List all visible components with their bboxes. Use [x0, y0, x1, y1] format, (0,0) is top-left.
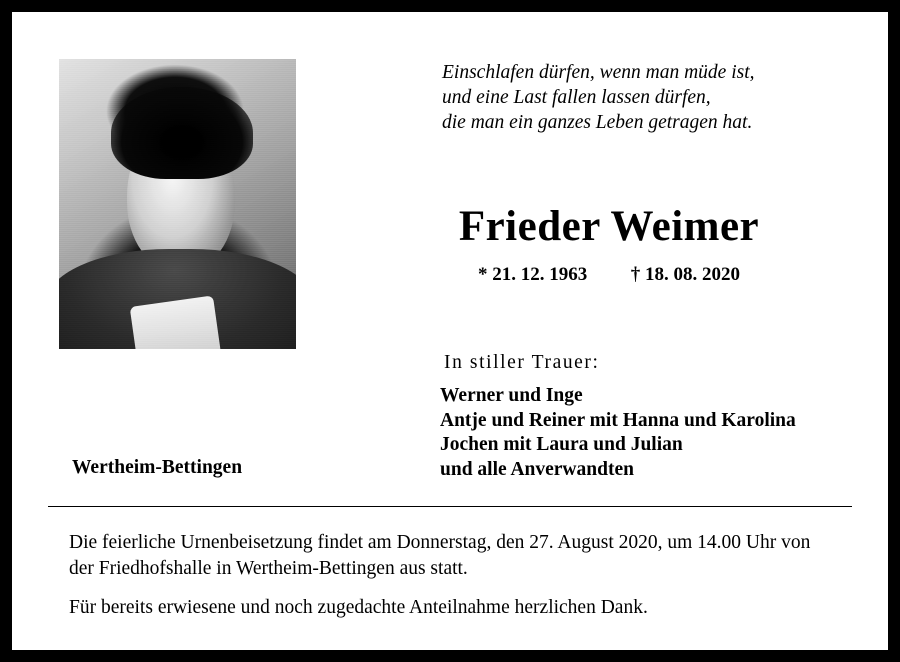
mourner-line-2: Antje und Reiner mit Hanna und Karolina [440, 409, 796, 431]
section-divider [48, 506, 852, 507]
thanks-note: Für bereits erwiesene und noch zugedachte Anteilnahme herzlichen Dank. [69, 597, 648, 618]
place-name: Wertheim-Bettingen [72, 457, 243, 478]
funeral-details: Die feierliche Urnenbeisetzung findet am Donnerstag, den 27. August 2020, um 14.00 Uhr von der Friedhofshalle in Wertheim-Bettingen aus statt. [69, 532, 811, 579]
memorial-verse-line-1: Einschlafen dürfen, wenn man müde ist, [442, 62, 755, 83]
mourning-heading: In stiller Trauer: [444, 352, 600, 373]
mourner-line-4: und alle Anverwandten [440, 458, 634, 480]
deceased-name: Frieder Weimer [458, 203, 760, 250]
obituary-card [12, 12, 888, 650]
mourner-line-1: Werner und Inge [440, 385, 583, 406]
birth-date: * 21. 12. 1963 [478, 264, 588, 285]
mourners-list [440, 384, 796, 482]
portrait-grain-overlay [59, 59, 296, 349]
life-dates [404, 264, 814, 286]
memorial-verse-line-3: die man ein ganzes Leben getragen hat. [442, 112, 753, 133]
portrait-photo [59, 59, 296, 349]
memorial-verse [442, 60, 755, 135]
mourner-line-3: Jochen mit Laura und Julian [440, 434, 683, 455]
death-date: † 18. 08. 2020 [630, 264, 740, 285]
memorial-verse-line-2: und eine Last fallen lassen dürfen, [442, 87, 711, 108]
